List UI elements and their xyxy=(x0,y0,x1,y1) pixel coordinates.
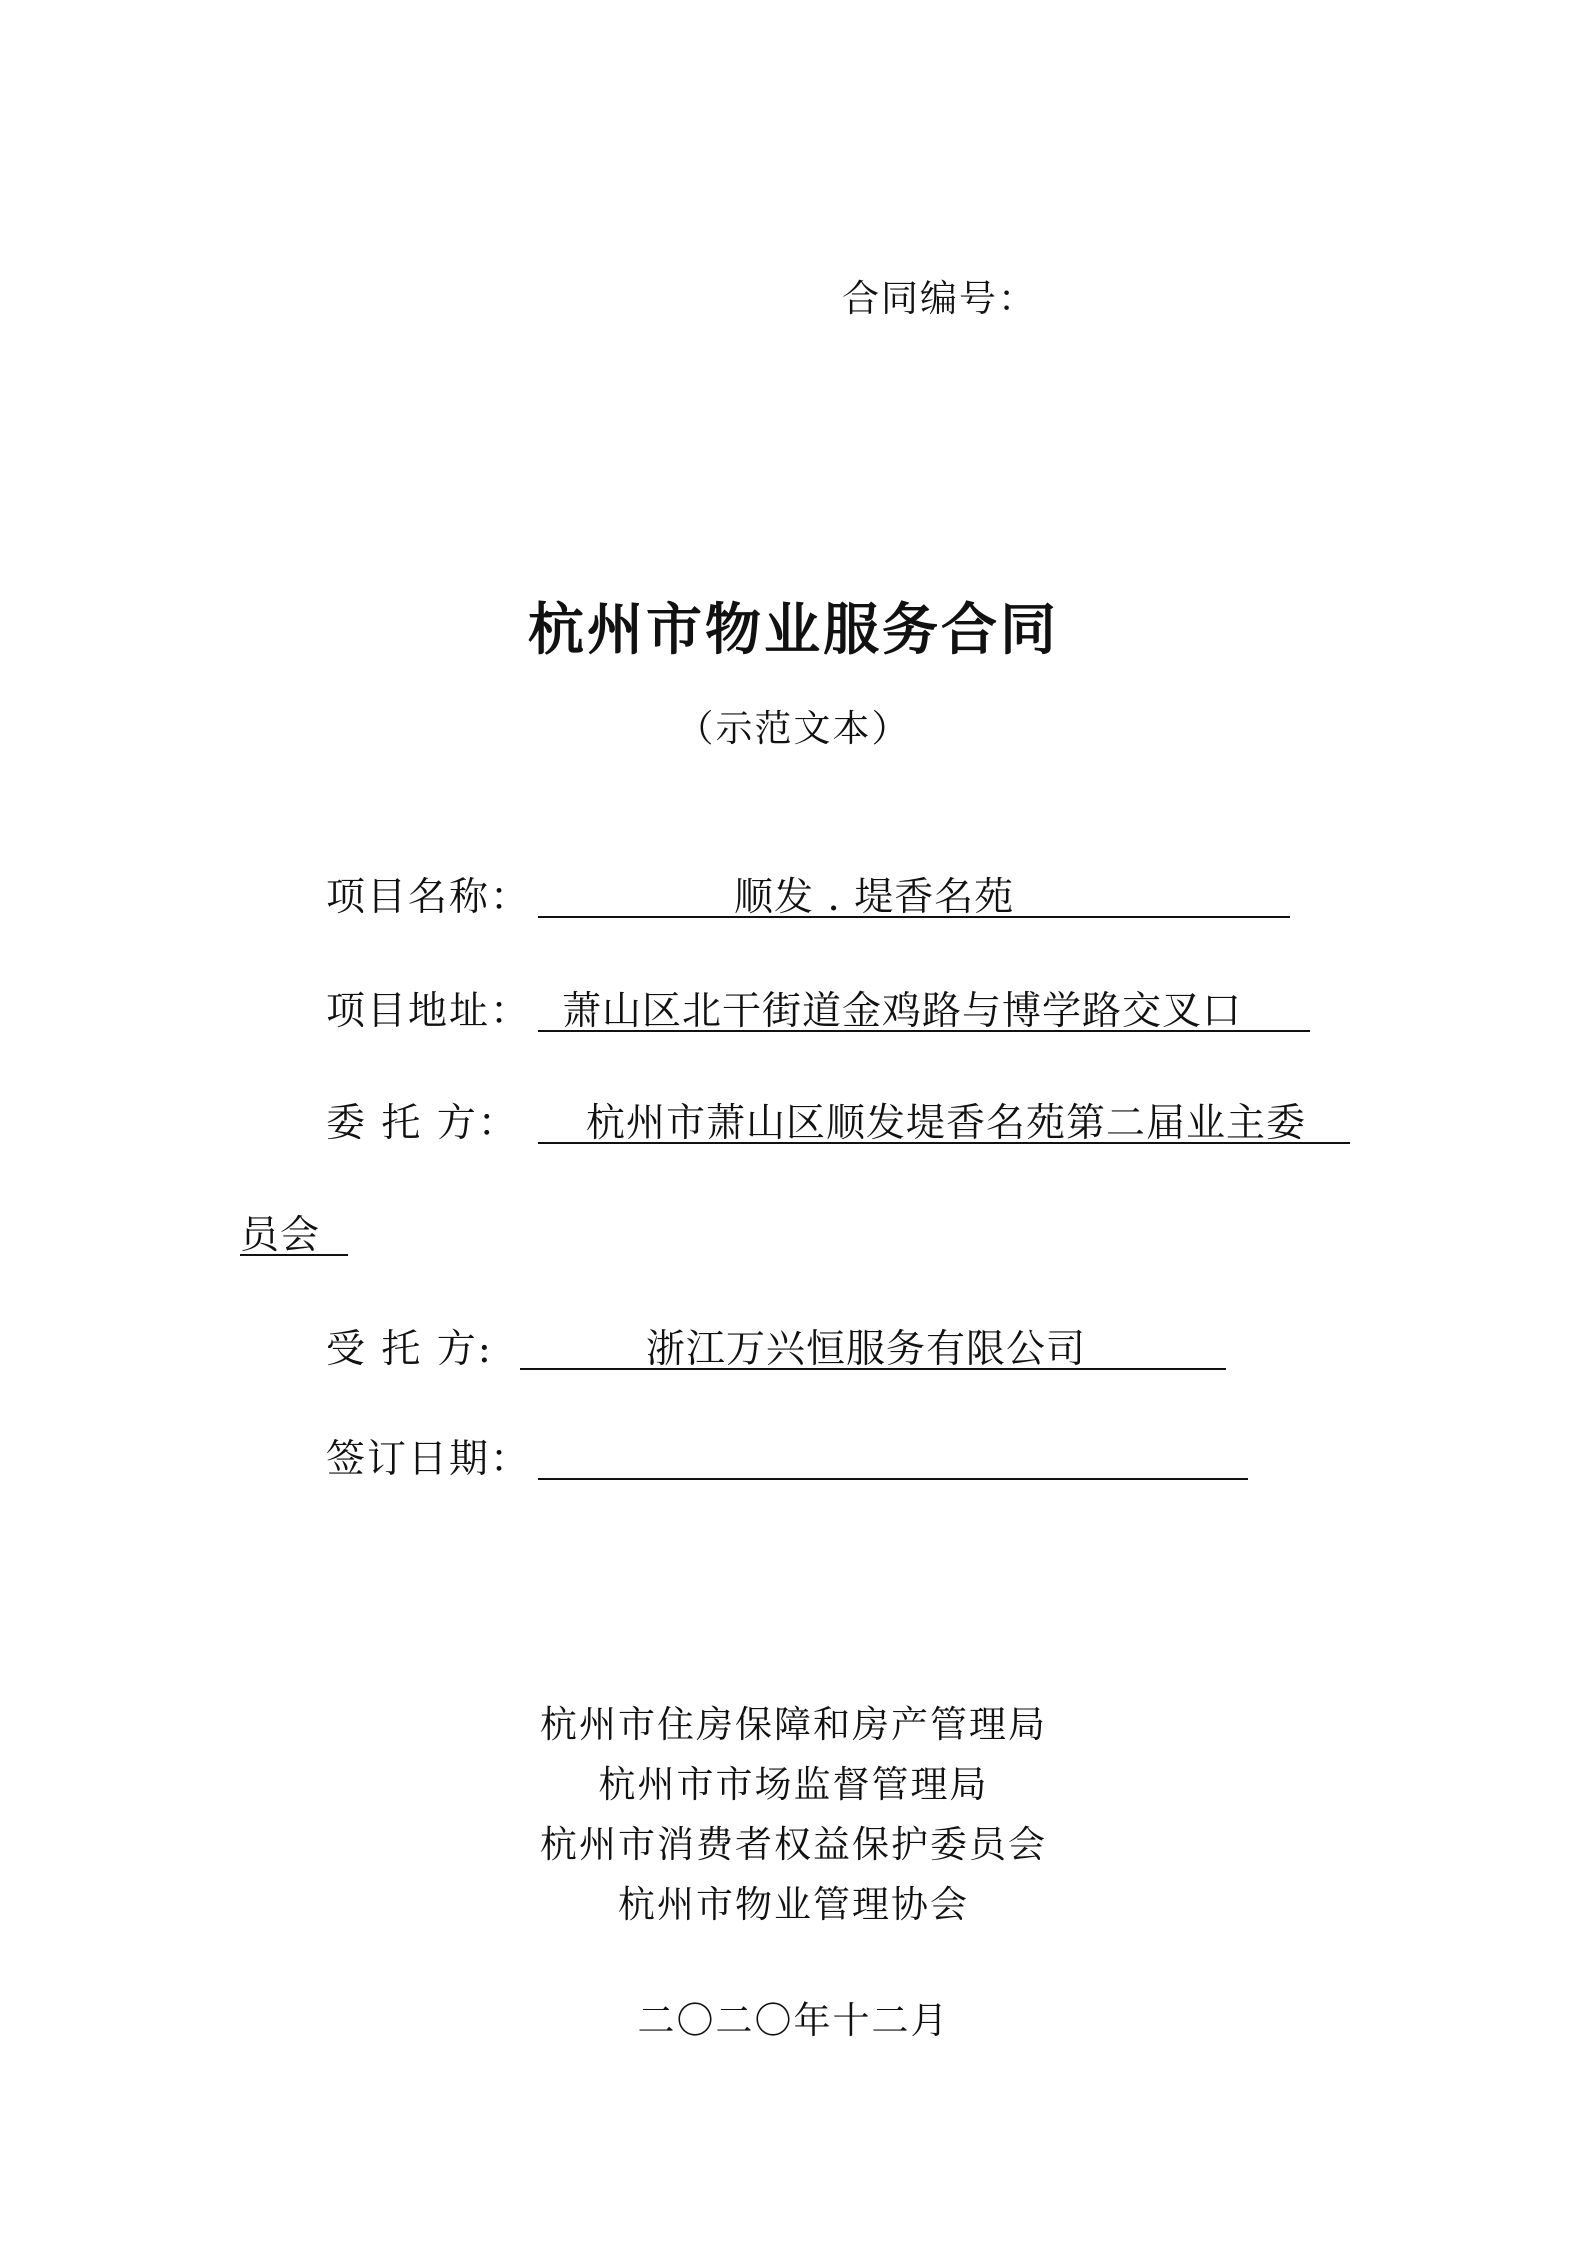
contractor-value: 浙江万兴恒服务有限公司 xyxy=(646,1327,1087,1372)
project-name-label: 项目名称： xyxy=(326,875,532,920)
document-date: 二〇二〇年十二月 xyxy=(637,1999,950,2042)
sign-date-label: 签订日期： xyxy=(326,1437,532,1482)
client-value-line2: 员会 xyxy=(240,1213,321,1258)
issuer-property-association: 杭州市物业管理协会 xyxy=(618,1883,969,1926)
contractor-label: 受 托 方: xyxy=(326,1327,493,1372)
issuer-consumer-protection: 杭州市消费者权益保护委员会 xyxy=(540,1823,1047,1866)
project-address-label: 项目地址： xyxy=(326,989,532,1034)
document-subtitle: （示范文本） xyxy=(676,707,911,750)
project-address-value: 萧山区北干街道金鸡路与博学路交叉口 xyxy=(562,989,1243,1034)
issuer-market-supervision: 杭州市市场监督管理局 xyxy=(598,1763,989,1806)
client-label: 委 托 方： xyxy=(326,1101,519,1146)
project-name-value: 顺发 . 堤香名苑 xyxy=(734,875,1015,920)
sign-date-line xyxy=(538,1424,1248,1480)
client-value-line1: 杭州市萧山区顺发堤香名苑第二届业主委 xyxy=(586,1101,1307,1146)
document-title: 杭州市物业服务合同 xyxy=(528,597,1059,663)
issuer-housing-bureau: 杭州市住房保障和房产管理局 xyxy=(540,1703,1047,1746)
contract-number-label: 合同编号： xyxy=(842,277,1037,320)
